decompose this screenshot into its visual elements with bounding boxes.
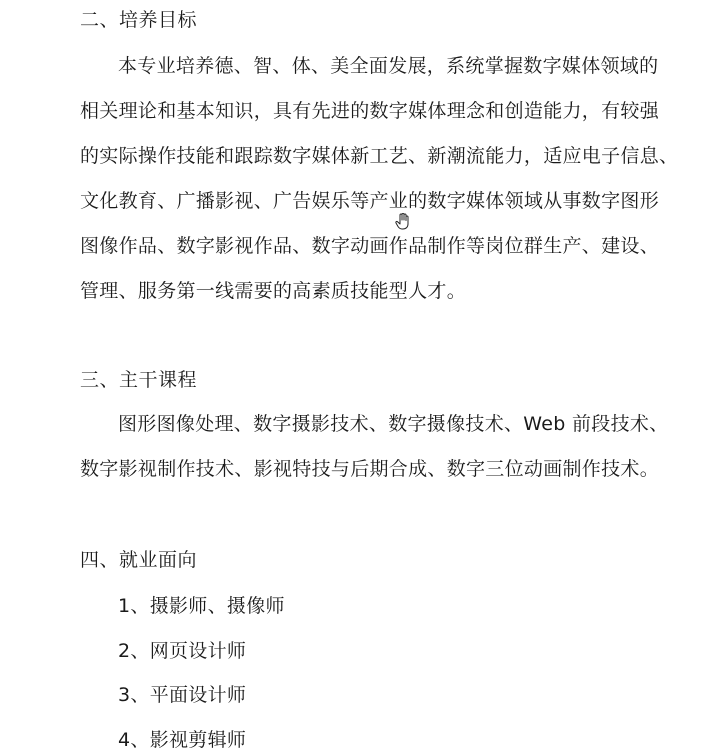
section-heading-courses: 三、主干课程 bbox=[80, 369, 198, 391]
goal-paragraph bbox=[80, 44, 680, 314]
goal-line-2: 相关理论和基本知识，具有先进的数字媒体理念和创造能力，有较强 bbox=[80, 100, 660, 122]
courses-line-1: 图形图像处理、数字摄影技术、数字摄像技术、Web 前段技术、 bbox=[118, 413, 669, 435]
goal-line-1: 本专业培养德、智、体、美全面发展，系统掌握数字媒体领域的 bbox=[118, 55, 659, 77]
employment-item-1: 1、摄影师、摄像师 bbox=[118, 595, 285, 617]
section-heading-employment: 四、就业面向 bbox=[80, 549, 198, 571]
employment-item-4: 4、影视剪辑师 bbox=[118, 729, 247, 751]
goal-line-6: 管理、服务第一线需要的高素质技能型人才。 bbox=[80, 280, 467, 302]
courses-line-2: 数字影视制作技术、影视特技与后期合成、数字三位动画制作技术。 bbox=[80, 458, 660, 480]
goal-line-5: 图像作品、数字影视作品、数字动画作品制作等岗位群生产、建设、 bbox=[80, 235, 660, 257]
courses-paragraph bbox=[80, 402, 680, 492]
goal-line-4: 文化教育、广播影视、广告娱乐等产业的数字媒体领域从事数字图形 bbox=[80, 190, 660, 212]
employment-item-3: 3、平面设计师 bbox=[118, 684, 247, 706]
goal-line-3: 的实际操作技能和跟踪数字媒体新工艺、新潮流能力，适应电子信息、 bbox=[80, 145, 679, 167]
section-heading-goal: 二、培养目标 bbox=[80, 9, 198, 31]
hand-cursor-icon bbox=[394, 212, 412, 232]
employment-item-2: 2、网页设计师 bbox=[118, 640, 247, 662]
